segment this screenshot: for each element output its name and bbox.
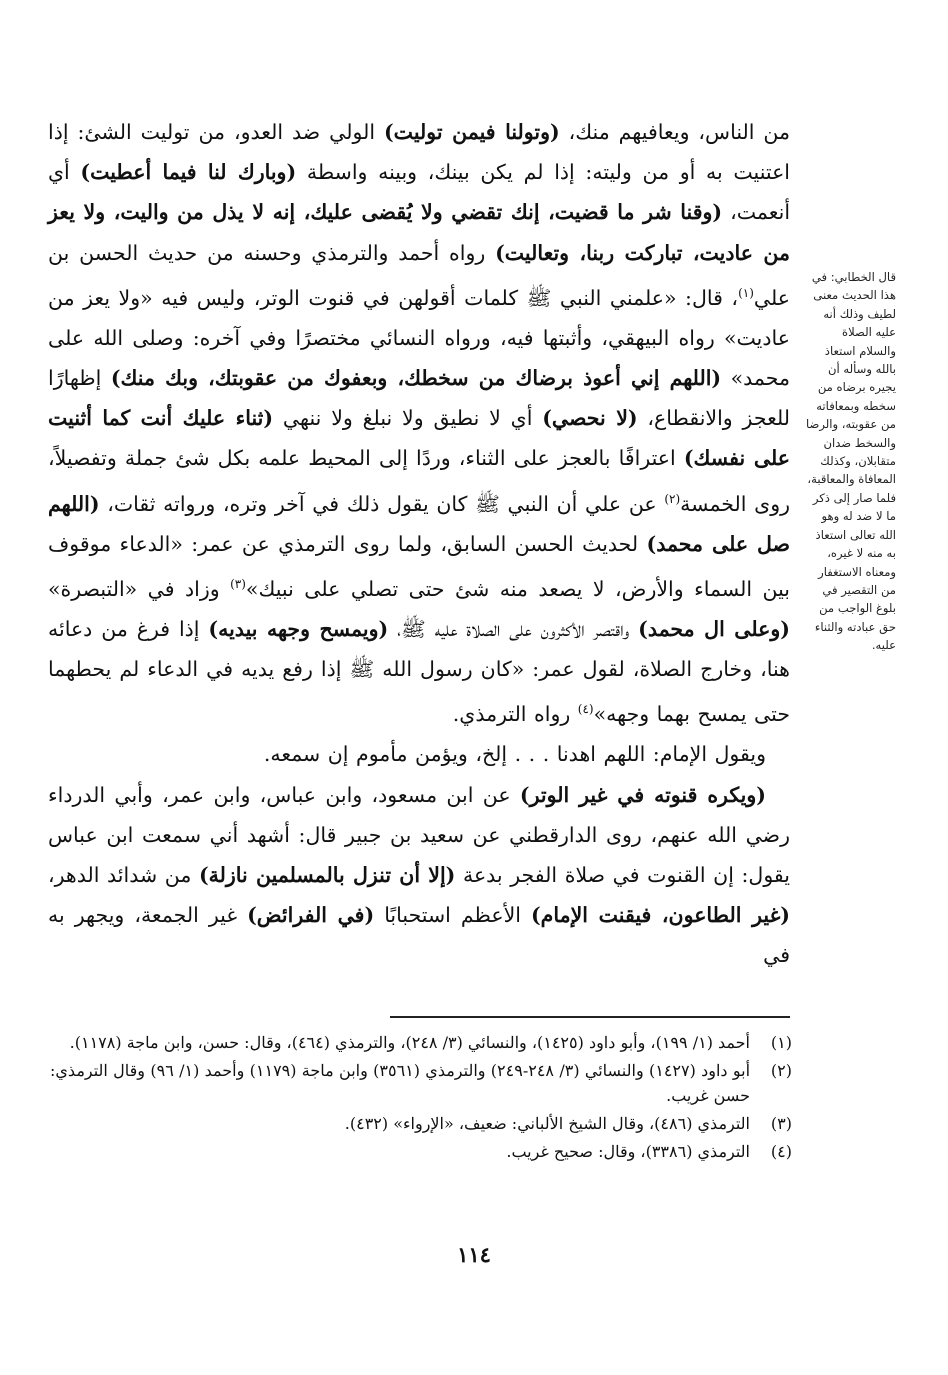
commentary-text: أي أنعمت،	[48, 160, 791, 225]
commentary-text: اعترافًا بالعجز على الثناء، وردًا إلى المحيط علمه بكل شئ جملة وتفصيلاً، روى الخمسة	[48, 446, 791, 516]
body-paragraph	[48, 734, 790, 774]
margin-note: قال الخطابي: في هذا الحديث معنى لطيف وذلك أنه عليه الصلاة والسلام استعاذ بالله وسأله أن يجيره برضاه من سخطه وبمعافاته من عقوبته، والرضا والسخط ضدان متقابلان، وكذلك المعافاة والمعاقبة، فلما صار إلى ذكر ما لا ضد له وهو الله تعالى استعاذ به منه لا غيره، ومعناه الاستغفار من التقصير في بلوغ الواجب من حق عبادته والثناء عليه.	[806, 270, 896, 653]
footnote-number: (٢)	[770, 1061, 792, 1080]
commentary-text: ويقول الإمام: اللهم اهدنا . . . إلخ، ويؤمن مأموم إن سمعه.	[263, 742, 766, 767]
footnote	[50, 1139, 792, 1164]
commentary-text: عن ابن مسعود، وابن عباس، وابن عمر، وأبي الدرداء رضي الله عنهم، روى الدارقطني عن سعيد بن جبير قال: أشهد أني سمعت ابن عباس يقول: إن القنوت في صلاة الفجر بدعة	[48, 782, 790, 887]
commentary-text: رواه أحمد والترمذي وحسنه من حديث الحسن بن علي	[48, 240, 790, 310]
footnote-text: أحمد (١/ ١٩٩)، وأبو داود (١٤٢٥)، والنسائي (٣/ ٢٤٨)، والترمذي (٤٦٤)، وقال: حسن، وابن ماجة (١١٧٨).	[69, 1033, 750, 1052]
footnote-text: الترمذي (٣٣٨٦)، وقال: صحيح غريب.	[506, 1142, 750, 1161]
footnote	[50, 1111, 792, 1136]
footnote-text: الترمذي (٤٨٦)، وقال الشيخ الألباني: ضعيف، «الإرواء» (٤٣٢).	[344, 1114, 750, 1133]
footnote-ref: (١)	[738, 285, 754, 300]
footnote-number: (٣)	[770, 1114, 792, 1133]
matn-text: (ويمسح وجهه بيديه)	[208, 616, 389, 641]
matn-text: (في الفرائض)	[247, 903, 375, 928]
commentary-text: ، قال: «علمني النبي ﷺ كلمات أقولهن في قنوت الوتر، وليس فيه «ولا يعز من عاديت» رواه البيهقي، وأثبتها فيه، ورواه النسائي مختصرًا وفي آخره: وصلى الله على محمد»	[48, 285, 790, 391]
commentary-text: لحديث الحسن السابق، ولما روى الترمذي عن عمر: «الدعاء موقوف بين السماء والأرض، لا يصعد منه شئ حتى تصلي على نبيك»	[48, 531, 790, 601]
footnotes	[50, 1030, 792, 1167]
footnote-number: (٤)	[770, 1142, 792, 1161]
commentary-text: إذا فرغ من دعائه هنا، وخارج الصلاة، لقول عمر: «كان رسول الله ﷺ إذا رفع يديه في الدعاء لم يحطهما حتى يمسح بهما وجهه»	[48, 616, 790, 727]
commentary-text: الأعظم استحبابًا	[374, 903, 531, 928]
matn-text: (ويكره قنوته في غير الوتر)	[519, 782, 766, 807]
matn-text: (وتولنا فيمن توليت)	[383, 120, 560, 144]
commentary-text: واقتصر الأكثرون على الصلاة عليه ﷺ،	[388, 616, 639, 641]
matn-text: (لا نحصي)	[542, 406, 638, 431]
matn-text: (وبارك لنا فيما أعطيت)	[80, 160, 297, 185]
footnote	[50, 1030, 792, 1055]
matn-text: (اللهم صل على محمد)	[48, 491, 790, 556]
footnote-ref: (٤)	[577, 702, 594, 717]
matn-text: (وقنا شر ما قضيت، إنك تقضي ولا يُقضى عليك، إنه لا يذل من واليت، ولا يعز من عاديت، تباركت ربنا، وتعاليت)	[48, 200, 790, 265]
matn-text: (ثناء عليك أنت كما أثنيت على نفسك)	[48, 406, 790, 471]
main-text	[48, 112, 791, 968]
footnote-text: أبو داود (١٤٢٧) والنسائي (٣/ ٢٤٨-٢٤٩) والترمذي (٣٥٦١) وابن ماجة (١١٧٩) وأحمد (١/ ٩٦) وقال الترمذي: حسن غريب.	[50, 1061, 751, 1105]
footnote-number: (١)	[770, 1033, 792, 1052]
footnote-ref: (٣)	[230, 576, 246, 591]
matn-text: (غير الطاعون، فيقنت الإمام)	[530, 903, 790, 928]
commentary-text: من شدائد الدهر،	[48, 862, 199, 887]
commentary-text: إظهارًا للعجز والانقطاع،	[48, 366, 791, 431]
matn-text: (اللهم إني أعوذ برضاك من سخطك، وبعفوك من عقوبتك، وبك منك)	[110, 366, 722, 391]
footnote-divider	[390, 1016, 790, 1018]
commentary-text: أي لا نطيق ولا نبلغ ولا ننهي	[273, 406, 543, 431]
matn-text: (وعلى ال محمد)	[638, 616, 791, 641]
commentary-text: رواه الترمذي.	[452, 702, 578, 727]
body-paragraph	[48, 775, 790, 976]
commentary-text: غير الجمعة، ويجهر به في	[48, 903, 790, 968]
body-paragraph	[48, 112, 790, 734]
footnote-ref: (٢)	[664, 491, 681, 506]
commentary-text: الولي ضد العدو، من توليت الشئ: إذا اعتنيت به أو من وليته: إذا لم يكن بينك، وبينه واسطة	[48, 120, 791, 185]
commentary-text: وزاد في «التبصرة»	[48, 576, 231, 601]
footnote	[50, 1058, 792, 1108]
matn-text: (إلا أن تنزل بالمسلمين نازلة)	[198, 862, 456, 887]
commentary-text: عن علي أن النبي ﷺ كان يقول ذلك في آخر وتره، ورواته ثقات،	[99, 491, 665, 516]
page-number: ١١٤	[457, 1242, 491, 1267]
commentary-text: من الناس، ويعافيهم منك،	[559, 120, 790, 144]
